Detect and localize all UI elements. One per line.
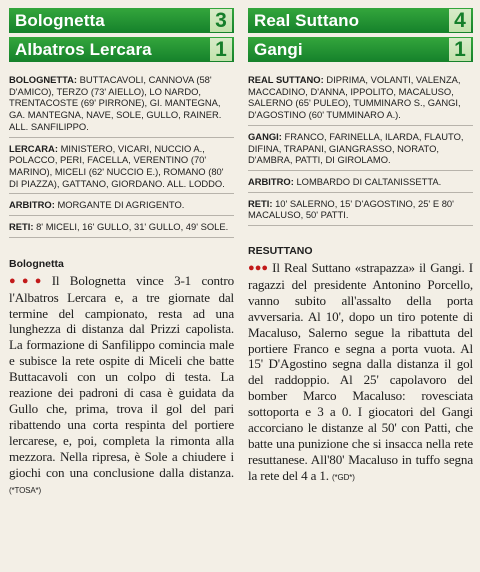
lineup-away xyxy=(248,126,473,171)
lineup-text: BUTTACAVOLI, CANNOVA (58' D'AMICO), TERZO (73' AIELLO), LO NARDO, TRENTACOSTE (69' PIRRONE), GI. MANTEGNA, GA. MANTEGNA, NAVE, SOLE, GULLO, RAINER. ALL. SANFILIPPO. xyxy=(9,74,222,132)
match-column-right xyxy=(248,8,473,498)
lineup-label: BOLOGNETTA: xyxy=(9,74,78,85)
team-name: Albatros Lercara xyxy=(15,39,152,59)
lineup-away xyxy=(9,138,234,195)
lineup-home xyxy=(9,69,234,138)
lineup-text: DIPRIMA, VOLANTI, VALENZA, MACCADINO, D'ANNA, IPPOLITO, MACALUSO, SALERNO (65' PULEO), TUMMINARO S., GANGI, D'AGOSTINO (60' TUMMINARO A.). xyxy=(248,74,461,121)
referee-line xyxy=(9,194,234,216)
team-name: Real Suttano xyxy=(254,10,360,30)
article-signature: (*GD*) xyxy=(332,472,355,482)
scoreboard-team-away xyxy=(248,37,473,62)
team-name: Bolognetta xyxy=(15,10,105,30)
team-score: 1 xyxy=(449,38,471,61)
goals-line xyxy=(248,193,473,226)
lineup-label: LERCARA: xyxy=(9,142,58,154)
match-column-left xyxy=(9,8,234,498)
referee-label: ARBITRO: xyxy=(9,199,55,211)
bullet-dots-icon: ●●● xyxy=(248,262,269,275)
goals-label: RETI: xyxy=(248,197,273,209)
article-body xyxy=(248,260,473,486)
referee-text: MORGANTE DI AGRIGENTO. xyxy=(57,199,185,211)
lineup-label: GANGI: xyxy=(248,130,282,142)
referee-line xyxy=(248,171,473,193)
team-score: 1 xyxy=(210,38,232,61)
goals-text: 10' SALERNO, 15' D'AGOSTINO, 25' E 80' MACALUSO, 50' PATTI. xyxy=(248,197,454,221)
article-heading: RESUTTANO xyxy=(248,245,313,258)
article-text: Il Real Suttano «strapazza» il Gangi. I ragazzi del presidente Antonino Porcello, vanno subito all'assalto della porta avversaria. Al 10', dopo un tiro potente di Macaluso, Salerno segue la ribattuta del portiere Franco e segna a porta vuota. Al 15' D'Agostino segna dalla distanza il gol del raddoppio. Al 25' capolavoro del bomber Marco Macaluso: rovesciata sottoporta e 3 a 0. I giocatori del Gangi accorciano le distanze al 50' con Patti, che batte una punizione che si insacca nella rete resuttanese. All'80' Macaluso in tuffo segna la rete del 4 a 1. xyxy=(248,260,473,483)
article-heading: Bolognetta xyxy=(9,257,64,270)
scoreboard-team-home xyxy=(9,8,234,33)
team-score: 3 xyxy=(210,9,232,32)
goals-text: 8' MICELI, 16' GULLO, 31' GULLO, 49' SOLE. xyxy=(36,221,229,233)
team-score: 4 xyxy=(449,9,471,32)
scoreboard-team-home xyxy=(248,8,473,33)
lineup-text: FRANCO, FARINELLA, ILARDA, FLAUTO, DIFINA, TRAPANI, GIANGRASSO, NORATO, D'AMBRA, PATTI, DI GIROLAMO. xyxy=(248,130,464,166)
goals-label: RETI: xyxy=(9,221,34,233)
article-body xyxy=(9,273,234,499)
lineup-home xyxy=(248,69,473,126)
referee-text: LOMBARDO DI CALTANISSETTA. xyxy=(296,175,442,187)
lineup-label: REAL SUTTANO: xyxy=(248,74,324,85)
referee-label: ARBITRO: xyxy=(248,175,294,187)
bullet-dots-icon: ●●● xyxy=(9,274,48,287)
goals-line xyxy=(9,216,234,238)
scoreboard-team-away xyxy=(9,37,234,62)
article-signature: (*TOSA*) xyxy=(9,485,41,495)
team-name: Gangi xyxy=(254,39,303,59)
article-text: Il Bolognetta vince 3-1 contro l'Albatros Lercara e, a tre giornate dal termine del campionato, resta ad una lunghezza di distanza dal Prizzi capolista. La formazione di Sanfilippo comincia male e subisce la rete ospite di Miceli che batte Buttacavoli con un colpo di testa. La reazione dei padroni di casa è guidata da Gullo che, prima, trova il gol del pari ribattendo una corta respinta del portiere lercarese, e, poi, completa la rimonta alla mezzora. Nella ripresa, è Sole a chiudere i giochi con una conclusione dalla distanza. xyxy=(9,272,234,480)
lineup-text: MINISTERO, VICARI, NUCCIO A., POLACCO, PERI, FACELLA, VERENTINO (70' MARINO), MICELI (62' NUCCIO E.), ROMANO (80' DI PIAZZA), GATTANO, GIORDANO. ALL. LODDO. xyxy=(9,142,225,189)
